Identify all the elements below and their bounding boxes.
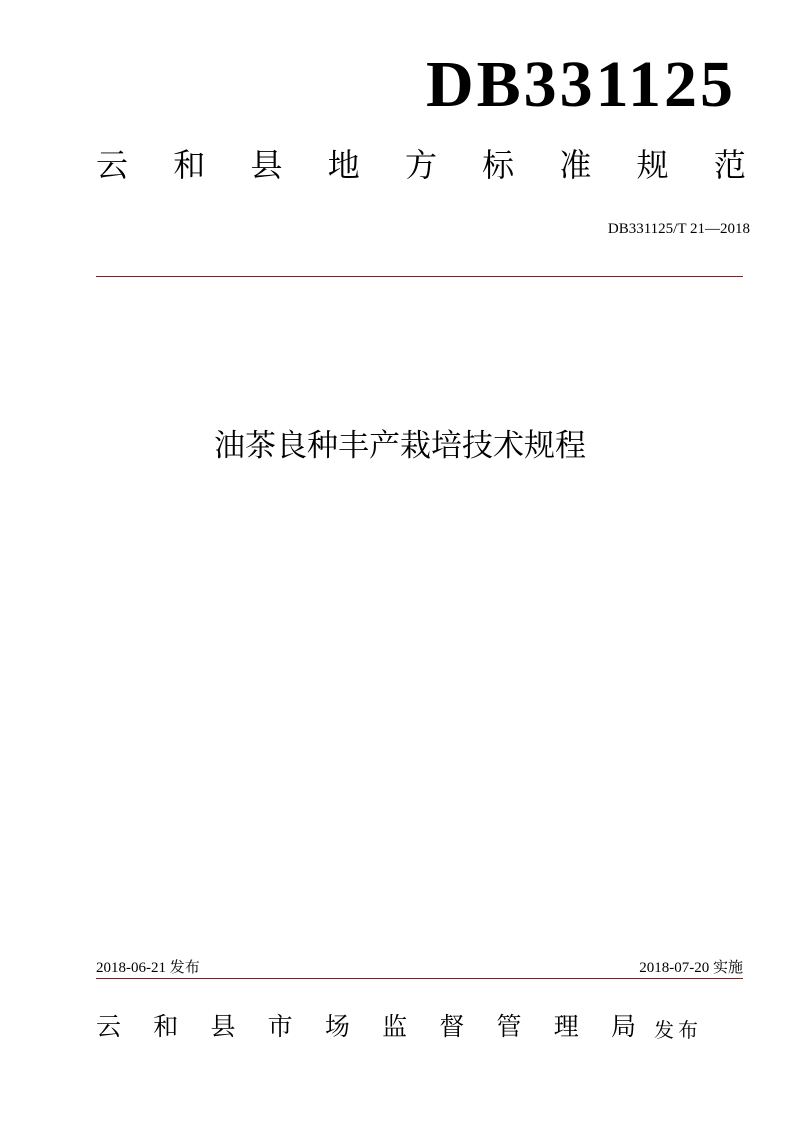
document-title: 油茶良种丰产栽培技术规程	[214, 428, 586, 464]
standard-type-char: 县	[250, 146, 283, 184]
issue-label: 发布	[169, 958, 200, 976]
standard-type-char: 云	[96, 146, 129, 184]
issuer-char: 云	[96, 1012, 122, 1041]
issuer-char: 管	[496, 1012, 522, 1041]
issue-date-line	[96, 958, 200, 977]
standard-number: DB331125/T 21—2018	[607, 221, 750, 237]
issuer-char: 监	[382, 1012, 408, 1041]
implement-date: 2018-07-20	[639, 960, 713, 976]
issuer-char: 和	[153, 1012, 179, 1041]
standard-type-char: 规	[636, 146, 669, 184]
issuing-authority	[96, 1012, 636, 1042]
bottom-divider	[96, 978, 743, 979]
issuer-suffix: 发布	[654, 1018, 702, 1042]
standard-type-char: 标	[482, 146, 515, 184]
issuer-char: 场	[324, 1012, 350, 1041]
implement-label: 实施	[712, 958, 743, 976]
standard-type-char: 和	[173, 146, 206, 184]
issuer-char: 县	[210, 1012, 236, 1041]
issuer-char: 局	[610, 1012, 636, 1041]
issuer-char: 督	[439, 1012, 465, 1041]
standard-type-char: 方	[404, 146, 437, 184]
standard-code: DB331125	[425, 48, 736, 121]
standard-type-char: 范	[713, 146, 746, 184]
standard-type-char: 地	[327, 146, 360, 184]
issuer-char: 理	[553, 1012, 579, 1041]
implement-date-line	[639, 958, 743, 977]
standard-type-char: 准	[559, 146, 592, 184]
standard-type-heading	[96, 148, 746, 183]
issuer-char: 市	[267, 1012, 293, 1041]
top-divider	[96, 276, 743, 277]
issue-date: 2018-06-21	[96, 960, 170, 976]
